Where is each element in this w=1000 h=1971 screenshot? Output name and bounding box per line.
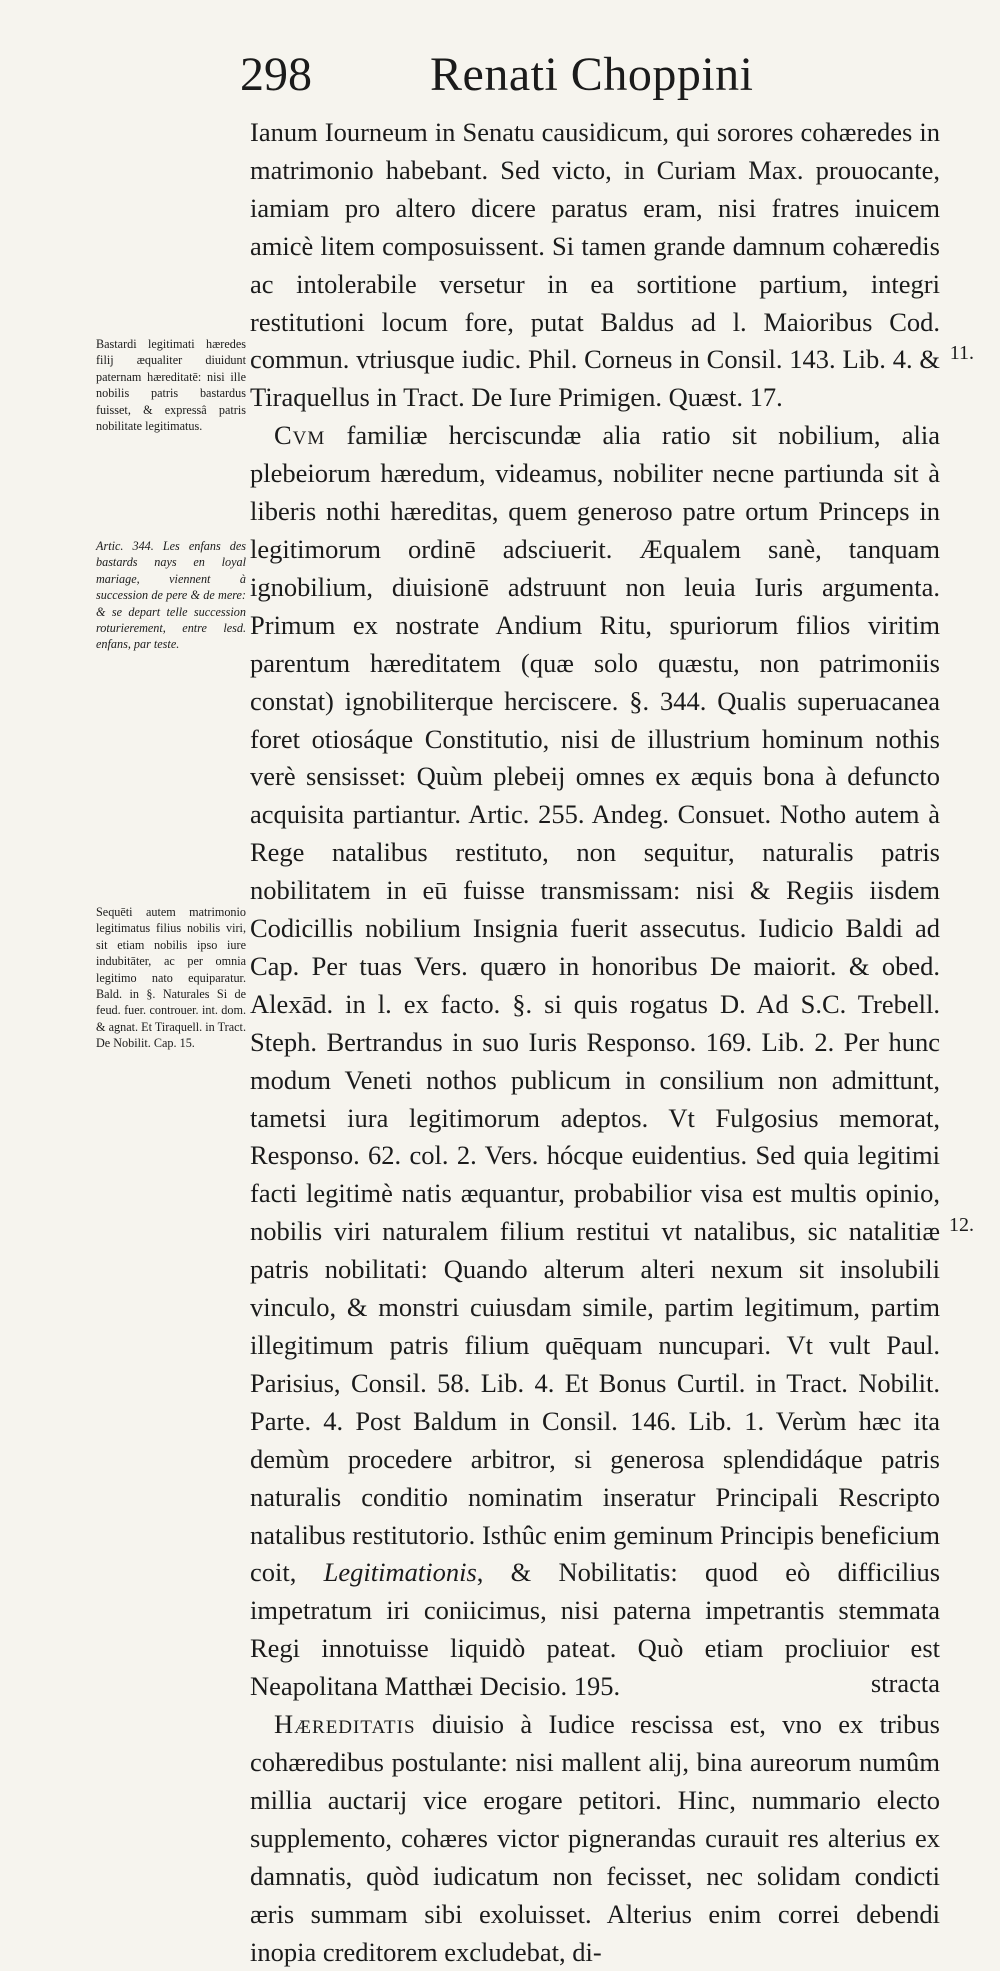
paragraph-3 xyxy=(250,1706,940,1971)
paragraph-2-end: , & Nobilitatis: quod eò difficilius impetratum iri coniicimus, nisi paterna impetrantis stemmata Regi innotuisse liquidò pateat. Quò etiam procliuior est Neapolitana Matthæi Decisio. 195. xyxy=(250,1557,941,1702)
margin-note-bastardi: Bastardi legitimati hæredes filij æqualiter diuidunt paternam hæreditatē: nisi ille nobilis patris bastardus fuisset, & expressâ patris nobilitate legitimatus. xyxy=(96,337,246,434)
catchword: stracta xyxy=(870,1668,940,1698)
paragraph-2-initial: Cvm xyxy=(274,420,326,451)
main-text-column xyxy=(250,114,940,1971)
page-number: 298 xyxy=(240,48,312,101)
paragraph-2-italic: Legitimationis xyxy=(323,1557,477,1588)
section-number-12: 12. xyxy=(949,1214,974,1236)
paragraph-1: Ianum Iourneum in Senatu causidicum, qui sorores cohæredes in matrimonio habebant. Sed victo, in Curiam Max. prouocante, iamiam pro altero dicere paratus eram, nisi fratres inuicem amicè litem composuissent. Si tamen grande damnum cohæredis ac intolerabile versetur in ea sortitione partium, integri restitutioni locum fore, putat Baldus ad l. Maioribus Cod. commun. vtriusque iudic. Phil. Corneus in Consil. 143. Lib. 4. & Tiraquellus in Tract. De Iure Primigen. Quæst. 17. xyxy=(250,117,940,413)
paragraph-2-body: familiæ herciscundæ alia ratio sit nobilium, alia plebeiorum hæredum, videamus, nobiliter necne partiunda sit à liberis nothi hæreditas, quem generoso patre ortum Princeps in legitimorum ordinē adsciuerit. Æqualem sanè, tanquam ignobilium, diuisionē adstruunt non leuia Iuris argumenta. Primum ex nostrate Andium Ritu, spuriorum filios viritim parentum hæreditatem (quæ solo quæstu, non patrimoniis constat) ignobiliterque herciscere. §. 344. Qualis superuacanea foret otiosáque Constitutio, nisi de illustrium hominum nothis verè sensisset: Quùm plebeij omnes ex æquis bona à defuncto acquisita partiantur. Artic. 255. Andeg. Consuet. Notho autem à Rege natalibus restituto, non sequitur, naturalis patris nobilitatem in eū fuisse transmissam: nisi & Regiis iisdem Codicillis nobilium Insignia fuerit assecutus. Iudicio Baldi ad Cap. Per tuas Vers. quæro in honoribus De maiorit. & obed. Alexād. in l. ex facto. §. si quis rogatus D. Ad S.C. Trebell. Steph. Bertrandus in suo Iuris Responso. 169. Lib. 2. Per hunc modum Veneti nothos publicum in consilium non admittunt, tametsi iura legitimorum adeptos. Vt Fulgosius memorat, Responso. 62. col. 2. Vers. hócque euidentius. Sed quia legitimi facti legitimè natis æquantur, probabilior visa est multis opinio, nobilis viri naturalem filium restitui vt natalibus, sic natalitiæ patris nobilitati: Quando alterum alteri nexum sit insolubili vinculo, & monstri cuiusdam simile, partim legitimum, partim illegitimum patris filium quēquam nuncupari. Vt vult Paul. Parisius, Consil. 58. Lib. 4. Et Bonus Curtil. in Tract. Nobilit. Parte. 4. Post Baldum in Consil. 146. Lib. 1. Verùm hæc ita demùm procedere arbitror, si generosa splendidáque patris naturalis conditio nominatim inseratur Principali Rescripto natalibus restitutorio. Isthûc enim geminum Principis beneficium coit, xyxy=(250,420,940,1588)
paragraph-3-body: diuisio à Iudice rescissa est, vno ex tribus cohæredibus postulante: nisi mallent alij, bina aureorum numûm millia auctarij vice erogare petitori. Hinc, nummario electo supplemento, cohæres victor pignerandas curauit res alterius ex damnatis, quòd iudicatum non fecisset, nec solidam condicti æris summam sibi exoluisset. Alterius enim correi debendi inopia creditorem excludebat, di- xyxy=(250,1709,940,1967)
section-number-11: 11. xyxy=(949,342,974,364)
paragraph-3-initial: Hæreditatis xyxy=(274,1709,416,1740)
margin-note-sequenti: Sequēti autem matrimonio legitimatus filius nobilis viri, sit etiam nobilis ipso iure indubitāter, ac per omnia legitimo nato equiparatur. Bald. in §. Naturales Si de feud. fuer. controuer. int. dom. & agnat. Et Tiraquell. in Tract. De Nobilit. Cap. 15. xyxy=(96,905,246,1051)
paragraph-2 xyxy=(250,417,940,1706)
running-title: Renati Choppini xyxy=(430,48,754,101)
margin-note-article-344: Artic. 344. Les enfans des bastards nays en loyal mariage, viennent à succession de pere & de mere: & se depart telle succession roturierement, entre lesd. enfans, par teste. xyxy=(96,539,246,652)
page-header xyxy=(240,40,760,110)
